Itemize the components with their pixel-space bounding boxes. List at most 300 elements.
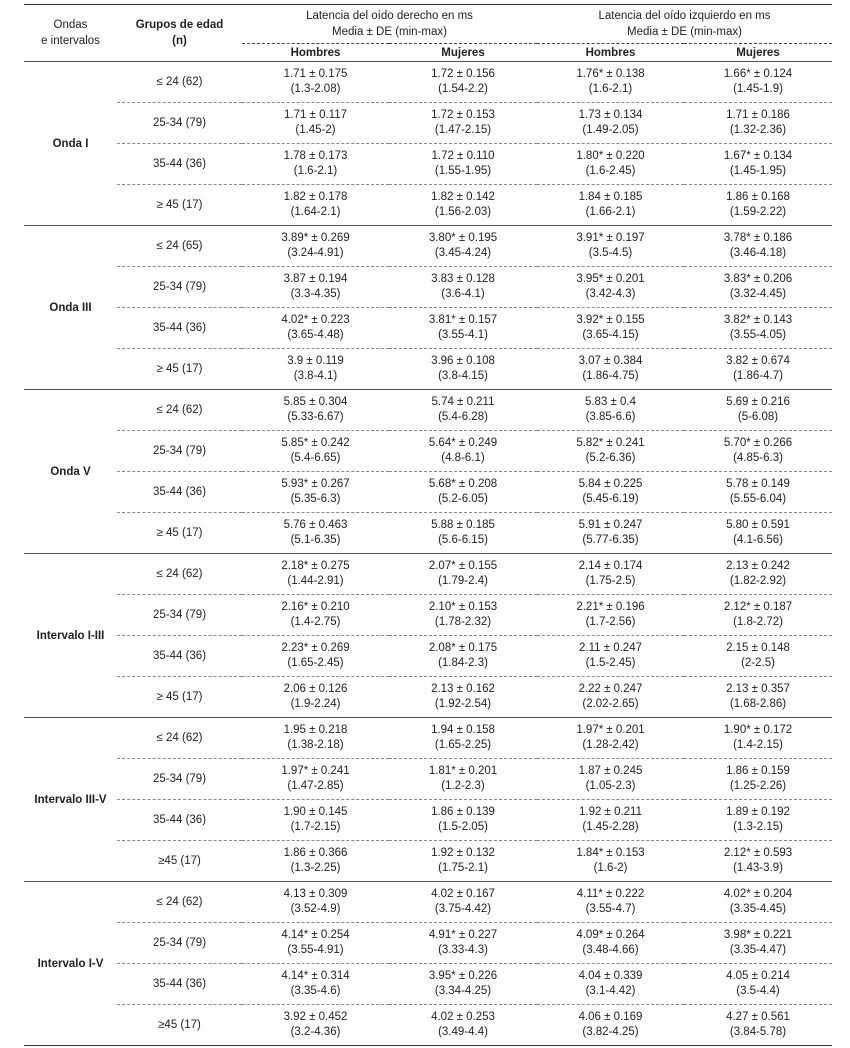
latency-cell xyxy=(242,1005,389,1046)
latency-cell xyxy=(537,923,684,964)
age-group-cell: ≤ 24 (62) xyxy=(117,718,242,759)
min-max-range: (3.33-4.3) xyxy=(438,944,488,956)
min-max-range: (1.4-2.15) xyxy=(733,739,783,751)
latency-cell xyxy=(389,1005,537,1046)
latency-cell xyxy=(389,144,537,185)
latency-cell xyxy=(389,718,537,759)
min-max-range: (1.64-2.1) xyxy=(290,206,341,218)
mean-sd-value: 1.89 ± 0.192 xyxy=(726,805,790,818)
age-group-cell: ≤ 24 (62) xyxy=(117,390,242,431)
mean-sd-value: 3.82 ± 0.674 xyxy=(726,354,790,367)
min-max-range: (1.49-2.05) xyxy=(582,124,639,136)
table-row xyxy=(24,759,832,800)
min-max-range: (1.6-2.45) xyxy=(585,165,636,177)
latency-cell xyxy=(684,144,832,185)
min-max-range: (5.6-6.15) xyxy=(438,534,488,546)
latency-cell xyxy=(684,185,832,226)
mean-sd-value: 1.86 ± 0.366 xyxy=(283,846,348,859)
min-max-range: (1.7-2.15) xyxy=(290,821,341,833)
latency-cell xyxy=(684,308,832,349)
mean-sd-value: 4.04 ± 0.339 xyxy=(578,969,643,982)
table-row xyxy=(24,308,832,349)
mean-sd-value: 4.02* ± 0.204 xyxy=(723,887,793,900)
mean-sd-value: 1.92 ± 0.132 xyxy=(431,846,495,859)
min-max-range: (3.35-4.45) xyxy=(729,903,787,915)
mean-sd-value: 3.91* ± 0.197 xyxy=(576,231,645,244)
min-max-range: (3.65-4.15) xyxy=(582,329,639,341)
table-row xyxy=(24,144,832,185)
subheader-left-women: Mujeres xyxy=(684,44,832,62)
latency-cell xyxy=(684,226,832,267)
latency-cell xyxy=(537,882,684,923)
header-waves-line1: Ondas xyxy=(53,19,88,31)
latency-cell xyxy=(242,390,389,431)
mean-sd-value: 4.91* ± 0.227 xyxy=(428,928,498,941)
mean-sd-value: 3.89* ± 0.269 xyxy=(281,231,350,244)
age-group-cell: 35-44 (36) xyxy=(117,144,242,185)
latency-cell xyxy=(389,62,537,103)
subheader-right-men: Hombres xyxy=(242,44,389,62)
subheader-right-women: Mujeres xyxy=(389,44,537,62)
latency-cell xyxy=(242,472,389,513)
latency-cell xyxy=(389,636,537,677)
mean-sd-value: 2.14 ± 0.174 xyxy=(578,559,643,572)
mean-sd-value: 4.02* ± 0.223 xyxy=(281,313,350,326)
header-right-ear-line2: Media ± DE (min-max) xyxy=(332,26,447,38)
mean-sd-value: 1.67* ± 0.134 xyxy=(723,149,793,162)
age-group-cell: ≥ 45 (17) xyxy=(117,349,242,390)
mean-sd-value: 4.06 ± 0.169 xyxy=(578,1010,643,1023)
latency-cell xyxy=(684,103,832,144)
mean-sd-value: 5.83 ± 0.4 xyxy=(584,395,637,408)
latency-cell xyxy=(684,1005,832,1046)
mean-sd-value: 2.13 ± 0.242 xyxy=(726,559,790,572)
table-row xyxy=(24,677,832,718)
min-max-range: (1.7-2.56) xyxy=(585,616,636,628)
age-group-cell: ≤ 24 (62) xyxy=(117,554,242,595)
latency-cell xyxy=(389,923,537,964)
age-group-cell: ≥ 45 (17) xyxy=(117,677,242,718)
mean-sd-value: 4.27 ± 0.561 xyxy=(726,1010,790,1023)
subheader-left-men: Hombres xyxy=(537,44,684,62)
min-max-range: (3.82-4.25) xyxy=(582,1026,639,1038)
table-row xyxy=(24,431,832,472)
latency-cell xyxy=(242,144,389,185)
age-group-cell: ≥45 (17) xyxy=(117,841,242,882)
min-max-range: (4.85-6.3) xyxy=(733,452,783,464)
latency-cell xyxy=(537,390,684,431)
min-max-range: (1.65-2.25) xyxy=(434,739,492,751)
latency-cell xyxy=(684,62,832,103)
min-max-range: (1.3-2.08) xyxy=(290,83,341,95)
min-max-range: (2.02-2.65) xyxy=(582,698,639,710)
latency-cell xyxy=(389,472,537,513)
min-max-range: (3.1-4.42) xyxy=(585,985,636,997)
latency-cell xyxy=(389,349,537,390)
wave-label: Intervalo III-V xyxy=(24,718,117,882)
table-row xyxy=(24,226,832,267)
min-max-range: (3.55-4.05) xyxy=(729,329,787,341)
latency-cell xyxy=(684,923,832,964)
age-group-cell: 25-34 (79) xyxy=(117,431,242,472)
mean-sd-value: 1.81* ± 0.201 xyxy=(428,764,498,777)
mean-sd-value: 5.85* ± 0.242 xyxy=(281,436,350,449)
mean-sd-value: 3.92* ± 0.155 xyxy=(576,313,645,326)
age-group-cell: 25-34 (79) xyxy=(117,923,242,964)
latency-cell xyxy=(537,800,684,841)
min-max-range: (5.2-6.36) xyxy=(585,452,636,464)
latency-cell xyxy=(242,595,389,636)
min-max-range: (3.84-5.78) xyxy=(729,1026,787,1038)
latency-cell xyxy=(242,267,389,308)
min-max-range: (1.82-2.92) xyxy=(729,575,787,587)
min-max-range: (3.2-4.36) xyxy=(290,1026,341,1038)
min-max-range: (3.34-4.25) xyxy=(434,985,492,997)
min-max-range: (1.56-2.03) xyxy=(434,206,492,218)
mean-sd-value: 2.23* ± 0.269 xyxy=(281,641,350,654)
min-max-range: (5.1-6.35) xyxy=(290,534,341,546)
latency-cell xyxy=(242,882,389,923)
min-max-range: (3.35-4.6) xyxy=(290,985,341,997)
age-group-cell: ≤ 24 (65) xyxy=(117,226,242,267)
age-group-cell: 35-44 (36) xyxy=(117,308,242,349)
min-max-range: (3.35-4.47) xyxy=(729,944,787,956)
latency-cell xyxy=(242,841,389,882)
latency-cell xyxy=(242,226,389,267)
mean-sd-value: 5.80 ± 0.591 xyxy=(726,518,790,531)
mean-sd-value: 2.07* ± 0.155 xyxy=(428,559,498,572)
min-max-range: (1.05-2.3) xyxy=(585,780,636,792)
min-max-range: (3.5-4.5) xyxy=(588,247,633,259)
age-group-cell: 35-44 (36) xyxy=(117,472,242,513)
min-max-range: (1.47-2.15) xyxy=(434,124,492,136)
min-max-range: (1.92-2.54) xyxy=(434,698,492,710)
latency-cell xyxy=(537,718,684,759)
table-row xyxy=(24,62,832,103)
min-max-range: (1.68-2.86) xyxy=(729,698,787,710)
latency-cell xyxy=(684,964,832,1005)
age-group-cell: 35-44 (36) xyxy=(117,800,242,841)
latency-cell xyxy=(389,390,537,431)
mean-sd-value: 1.90 ± 0.145 xyxy=(283,805,348,818)
min-max-range: (1.75-2.5) xyxy=(585,575,636,587)
latency-cell xyxy=(684,267,832,308)
latency-cell xyxy=(684,431,832,472)
wave-label: Intervalo I-V xyxy=(24,882,117,1046)
min-max-range: (1.44-2.91) xyxy=(287,575,344,587)
age-group-cell: ≤ 24 (62) xyxy=(117,882,242,923)
min-max-range: (3.49-4.4) xyxy=(438,1026,488,1038)
latency-cell xyxy=(537,62,684,103)
latency-cell xyxy=(242,349,389,390)
min-max-range: (3.46-4.18) xyxy=(729,247,787,259)
min-max-range: (3.55-4.91) xyxy=(287,944,344,956)
table-row xyxy=(24,513,832,554)
mean-sd-value: 3.78* ± 0.186 xyxy=(723,231,793,244)
mean-sd-value: 1.72 ± 0.153 xyxy=(431,108,495,121)
min-max-range: (3.6-4.1) xyxy=(441,288,485,300)
min-max-range: (1.54-2.2) xyxy=(438,83,488,95)
mean-sd-value: 5.78 ± 0.149 xyxy=(726,477,790,490)
mean-sd-value: 4.11* ± 0.222 xyxy=(576,887,645,900)
min-max-range: (1.86-4.7) xyxy=(733,370,783,382)
table-row xyxy=(24,595,832,636)
min-max-range: (5.45-6.19) xyxy=(582,493,639,505)
latency-cell xyxy=(537,595,684,636)
min-max-range: (5.33-6.67) xyxy=(287,411,344,423)
age-group-cell: ≤ 24 (62) xyxy=(117,62,242,103)
latency-cell xyxy=(389,677,537,718)
latency-cell xyxy=(389,759,537,800)
latency-cell xyxy=(389,185,537,226)
min-max-range: (1.43-3.9) xyxy=(733,862,783,874)
latency-cell xyxy=(537,677,684,718)
latency-cell xyxy=(242,677,389,718)
table-row xyxy=(24,636,832,677)
age-group-cell: ≥ 45 (17) xyxy=(117,185,242,226)
latency-cell xyxy=(389,308,537,349)
min-max-range: (1.5-2.05) xyxy=(438,821,488,833)
age-group-cell: 25-34 (79) xyxy=(117,595,242,636)
mean-sd-value: 1.72 ± 0.110 xyxy=(431,149,495,162)
mean-sd-value: 2.11 ± 0.247 xyxy=(578,641,642,654)
mean-sd-value: 2.21* ± 0.196 xyxy=(576,600,645,613)
mean-sd-value: 5.84 ± 0.225 xyxy=(578,477,643,490)
mean-sd-value: 5.88 ± 0.185 xyxy=(431,518,495,531)
mean-sd-value: 1.78 ± 0.173 xyxy=(283,149,348,162)
min-max-range: (3.48-4.66) xyxy=(582,944,639,956)
mean-sd-value: 3.92 ± 0.452 xyxy=(283,1010,348,1023)
mean-sd-value: 5.68* ± 0.208 xyxy=(428,477,498,490)
min-max-range: (1.47-2.85) xyxy=(287,780,344,792)
min-max-range: (1.45-2.28) xyxy=(582,821,639,833)
mean-sd-value: 3.81* ± 0.157 xyxy=(428,313,498,326)
age-group-cell: ≥ 45 (17) xyxy=(117,513,242,554)
min-max-range: (1.5-2.45) xyxy=(585,657,636,669)
min-max-range: (1.55-1.95) xyxy=(434,165,492,177)
mean-sd-value: 1.97* ± 0.201 xyxy=(576,723,645,736)
mean-sd-value: 3.07 ± 0.384 xyxy=(578,354,643,367)
mean-sd-value: 5.82* ± 0.241 xyxy=(576,436,645,449)
table-row xyxy=(24,349,832,390)
latency-cell xyxy=(389,226,537,267)
latency-cell xyxy=(242,308,389,349)
table-row xyxy=(24,800,832,841)
latency-cell xyxy=(389,964,537,1005)
min-max-range: (1.6-2.1) xyxy=(588,83,633,95)
latency-cell xyxy=(389,882,537,923)
latency-cell xyxy=(684,759,832,800)
latency-cell xyxy=(537,431,684,472)
wave-label: Onda I xyxy=(24,62,117,226)
latency-cell xyxy=(537,964,684,1005)
min-max-range: (3.24-4.91) xyxy=(287,247,344,259)
latency-cell xyxy=(537,267,684,308)
min-max-range: (1.78-2.32) xyxy=(434,616,492,628)
mean-sd-value: 5.69 ± 0.216 xyxy=(726,395,790,408)
min-max-range: (5.35-6.3) xyxy=(290,493,341,505)
latency-cell xyxy=(242,923,389,964)
latency-cell xyxy=(684,882,832,923)
latency-cell xyxy=(242,718,389,759)
mean-sd-value: 1.71 ± 0.117 xyxy=(283,108,347,121)
mean-sd-value: 1.86 ± 0.159 xyxy=(726,764,790,777)
mean-sd-value: 4.14* ± 0.314 xyxy=(281,969,350,982)
latency-cell xyxy=(684,636,832,677)
mean-sd-value: 1.86 ± 0.168 xyxy=(726,190,790,203)
mean-sd-value: 1.73 ± 0.134 xyxy=(578,108,643,121)
mean-sd-value: 1.90* ± 0.172 xyxy=(723,723,793,736)
min-max-range: (1.86-4.75) xyxy=(582,370,639,382)
mean-sd-value: 1.72 ± 0.156 xyxy=(431,67,495,80)
latency-cell xyxy=(684,841,832,882)
latency-cell xyxy=(242,800,389,841)
min-max-range: (3.85-6.6) xyxy=(585,411,636,423)
latency-cell xyxy=(389,513,537,554)
mean-sd-value: 5.70* ± 0.266 xyxy=(723,436,793,449)
header-groups-line1: Grupos de edad xyxy=(135,19,224,31)
table-row xyxy=(24,718,832,759)
min-max-range: (1.84-2.3) xyxy=(438,657,488,669)
latency-cell xyxy=(537,841,684,882)
table-row xyxy=(24,1005,832,1046)
mean-sd-value: 1.95 ± 0.218 xyxy=(283,723,348,736)
latency-cell xyxy=(537,349,684,390)
table-row xyxy=(24,923,832,964)
table-row xyxy=(24,390,832,431)
min-max-range: (1.59-2.22) xyxy=(729,206,787,218)
min-max-range: (4.1-6.56) xyxy=(733,534,783,546)
header-groups-line2: (n) xyxy=(172,35,187,47)
table-row xyxy=(24,841,832,882)
mean-sd-value: 4.13 ± 0.309 xyxy=(283,887,348,900)
mean-sd-value: 1.71 ± 0.175 xyxy=(283,67,348,80)
table-row xyxy=(24,185,832,226)
latency-cell xyxy=(537,103,684,144)
latency-cell xyxy=(684,677,832,718)
header-left-ear-line2: Media ± DE (min-max) xyxy=(627,26,742,38)
mean-sd-value: 5.74 ± 0.211 xyxy=(431,395,495,408)
mean-sd-value: 3.95* ± 0.201 xyxy=(576,272,645,285)
header-right-ear-line1: Latencia del oído derecho en ms xyxy=(306,10,473,22)
latency-cell xyxy=(389,103,537,144)
min-max-range: (1.28-2.42) xyxy=(582,739,639,751)
min-max-range: (1.75-2.1) xyxy=(438,862,488,874)
mean-sd-value: 1.97* ± 0.241 xyxy=(281,764,350,777)
latency-cell xyxy=(684,800,832,841)
min-max-range: (1.2-2.3) xyxy=(441,780,485,792)
min-max-range: (3.42-4.3) xyxy=(585,288,636,300)
latency-cell xyxy=(684,718,832,759)
mean-sd-value: 1.94 ± 0.158 xyxy=(431,723,495,736)
latency-cell xyxy=(537,308,684,349)
mean-sd-value: 1.92 ± 0.211 xyxy=(578,805,642,818)
age-group-cell: 25-34 (79) xyxy=(117,267,242,308)
mean-sd-value: 2.12* ± 0.187 xyxy=(723,600,793,613)
latency-cell xyxy=(389,267,537,308)
mean-sd-value: 5.76 ± 0.463 xyxy=(283,518,348,531)
mean-sd-value: 1.80* ± 0.220 xyxy=(576,149,645,162)
latency-cell xyxy=(242,759,389,800)
latency-cell xyxy=(537,513,684,554)
mean-sd-value: 3.96 ± 0.108 xyxy=(431,354,495,367)
mean-sd-value: 3.98* ± 0.221 xyxy=(723,928,793,941)
latency-cell xyxy=(389,841,537,882)
min-max-range: (3.32-4.45) xyxy=(729,288,787,300)
mean-sd-value: 3.83 ± 0.128 xyxy=(431,272,495,285)
min-max-range: (3.75-4.42) xyxy=(434,903,492,915)
mean-sd-value: 2.16* ± 0.210 xyxy=(281,600,350,613)
header-waves-line2: e intervalos xyxy=(41,35,100,47)
header-right-ear xyxy=(242,5,537,44)
min-max-range: (5.4-6.28) xyxy=(438,411,488,423)
mean-sd-value: 1.82 ± 0.142 xyxy=(431,190,495,203)
wave-label: Intervalo I-III xyxy=(24,554,117,718)
min-max-range: (3.5-4.4) xyxy=(736,985,780,997)
wave-label: Onda V xyxy=(24,390,117,554)
mean-sd-value: 1.76* ± 0.138 xyxy=(576,67,645,80)
mean-sd-value: 2.13 ± 0.162 xyxy=(431,682,495,695)
mean-sd-value: 2.22 ± 0.247 xyxy=(578,682,643,695)
mean-sd-value: 2.10* ± 0.153 xyxy=(428,600,498,613)
mean-sd-value: 4.05 ± 0.214 xyxy=(726,969,790,982)
mean-sd-value: 3.87 ± 0.194 xyxy=(283,272,348,285)
table-row xyxy=(24,472,832,513)
latency-cell xyxy=(537,144,684,185)
min-max-range: (5.4-6.65) xyxy=(290,452,341,464)
min-max-range: (4.8-6.1) xyxy=(441,452,485,464)
latency-cell xyxy=(684,472,832,513)
age-group-cell: 35-44 (36) xyxy=(117,636,242,677)
header-groups xyxy=(117,5,242,62)
mean-sd-value: 5.93* ± 0.267 xyxy=(281,477,350,490)
latency-cell xyxy=(242,554,389,595)
header-left-ear-line1: Latencia del oído izquierdo en ms xyxy=(598,10,771,22)
latency-cell xyxy=(537,636,684,677)
table-row xyxy=(24,882,832,923)
mean-sd-value: 4.02 ± 0.253 xyxy=(431,1010,495,1023)
latency-cell xyxy=(242,636,389,677)
min-max-range: (5.77-6.35) xyxy=(582,534,639,546)
age-group-cell: 25-34 (79) xyxy=(117,759,242,800)
latency-cell xyxy=(242,431,389,472)
mean-sd-value: 5.64* ± 0.249 xyxy=(428,436,498,449)
latency-cell xyxy=(242,62,389,103)
mean-sd-value: 1.71 ± 0.186 xyxy=(726,108,790,121)
mean-sd-value: 3.95* ± 0.226 xyxy=(428,969,498,982)
min-max-range: (1.32-2.36) xyxy=(729,124,787,136)
mean-sd-value: 4.09* ± 0.264 xyxy=(576,928,645,941)
mean-sd-value: 2.18* ± 0.275 xyxy=(281,559,350,572)
min-max-range: (1.8-2.72) xyxy=(733,616,783,628)
mean-sd-value: 1.66* ± 0.124 xyxy=(723,67,793,80)
mean-sd-value: 3.80* ± 0.195 xyxy=(428,231,498,244)
min-max-range: (3.3-4.35) xyxy=(290,288,341,300)
age-group-cell: 25-34 (79) xyxy=(117,103,242,144)
age-group-cell: ≥45 (17) xyxy=(117,1005,242,1046)
mean-sd-value: 1.86 ± 0.139 xyxy=(431,805,495,818)
min-max-range: (1.9-2.24) xyxy=(290,698,341,710)
header-waves xyxy=(24,5,117,62)
min-max-range: (3.8-4.1) xyxy=(293,370,338,382)
min-max-range: (5-6.08) xyxy=(737,411,779,423)
min-max-range: (5.2-6.05) xyxy=(438,493,488,505)
mean-sd-value: 4.02 ± 0.167 xyxy=(431,887,495,900)
min-max-range: (3.8-4.15) xyxy=(438,370,488,382)
mean-sd-value: 1.84 ± 0.185 xyxy=(578,190,643,203)
latency-cell xyxy=(684,390,832,431)
table-body xyxy=(24,62,832,1046)
